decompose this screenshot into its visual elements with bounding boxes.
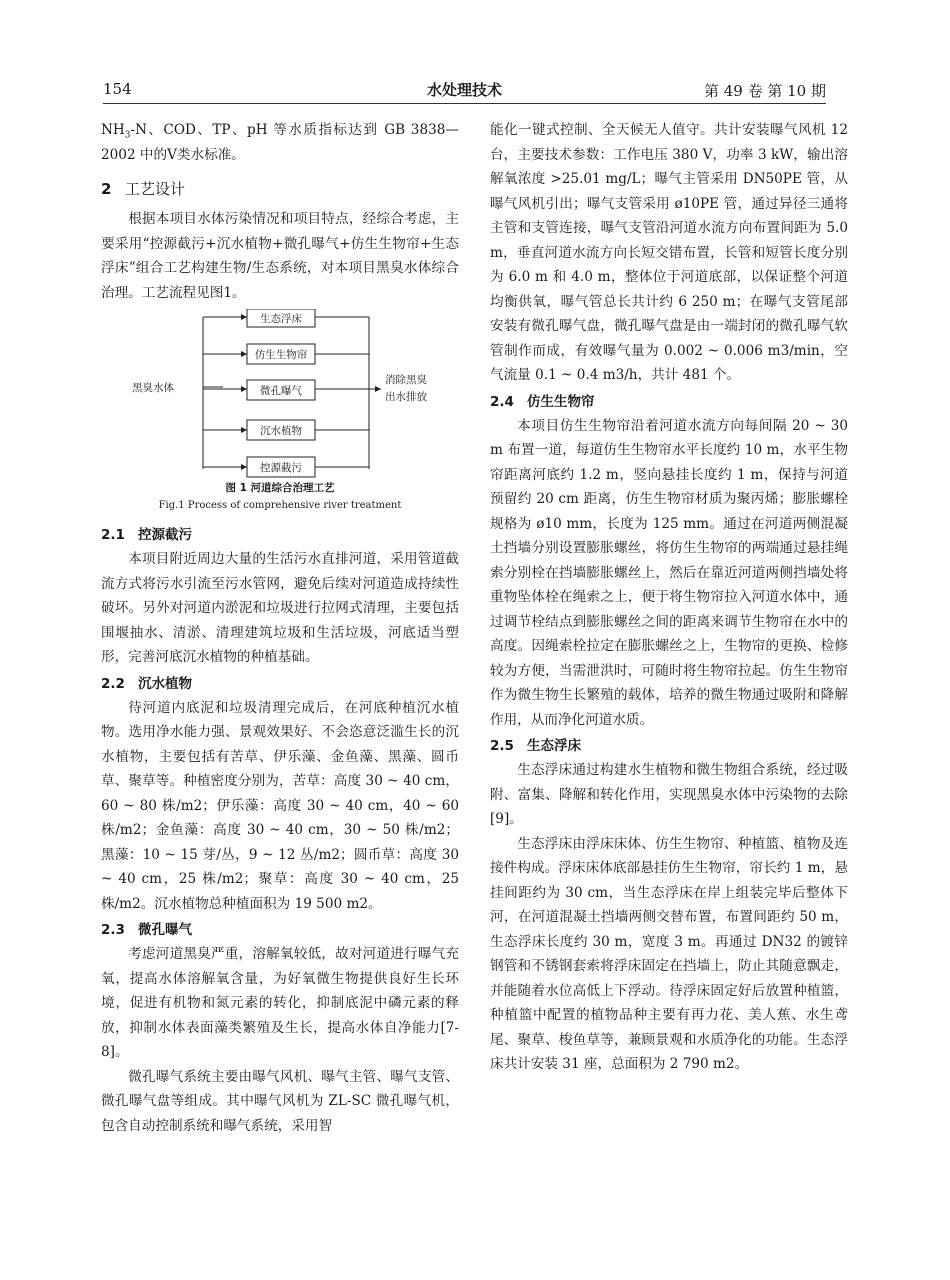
section-2-4-paragraph: 本项目仿生生物帘沿着河道水流方向每间隔 20 ~ 30 m 布置一道，每道仿生生物帘水平长度约 10 m，水平生物帘距离河底约 1.2 m，竖向悬挂长度约 1 m，保持与河道预留约 20 cm 距离，仿生生物帘材质为聚丙烯；膨胀螺栓规格为 ø10 mm，长度为 125 mm。通过在河道两侧混凝土挡墙分别设置膨胀螺丝，将仿生生物帘的两端通过悬挂绳索分别栓在挡墙膨胀螺丝上，然后在靠近河道两侧挡墙处将重物坠体栓在绳索之上，便于将生物帘拉入河道水体中，通过调节栓结点到膨胀螺丝之间的距离来调节生物帘在水中的高度。因绳索栓拉定在膨胀螺丝之上，生物帘的更换、检修较为方便，当需泄洪时，可随时将生物帘拉起。仿生生物帘作为微生物生长繁殖的载体，培养的微生物通过吸附和降解作用，从而净化河道水质。 xyxy=(490,417,848,728)
section-2-paragraph: 根据本项目水体污染情况和项目特点，经综合考虑，主要采用“控源截污+沉水植物+微孔曝气+仿生生物帘+生态浮床”组合工艺构建生物/生态系统，对本项目黑臭水体综合治理。工艺流程见图1。 xyxy=(101,211,459,301)
figure-1 xyxy=(101,309,459,521)
box-label-1: 仿生生物帘 xyxy=(254,349,308,361)
right-column xyxy=(490,118,848,1077)
box-label-0: 生态浮床 xyxy=(260,313,302,325)
section-2-3-heading: 2.3 微孔曝气 xyxy=(101,922,192,938)
page-header xyxy=(103,80,826,104)
box-label-3: 沉水植物 xyxy=(260,425,302,437)
aeration-continued-paragraph: 能化一键式控制、全天候无人值守。共计安装曝气风机 12 台，主要技术参数：工作电压 380 V，功率 3 kW，输出溶解氧浓度 >25.01 mg/L；曝气主管采用 DN50PE 管，从曝气风机引出；曝气支管采用 ø10PE 管，通过异径三通将主管和支管连接，曝气支管沿河道水流方向布置间距为 5.0 m，垂直河道水流方向长短交错布置，长管和短管长度分别为 6.0 m 和 4.0 m，整体位于河道底部，以保证整个河道均衡供氧，曝气管总长共计约 6 250 m；在曝气支管尾部安装有微孔曝气盘，微孔曝气盘是由一端封闭的微孔曝气软管制作而成，有效曝气量为 0.002 ~ 0.006 m3/min，空气流量 0.1 ~ 0.4 m3/h，共计 481 个。 xyxy=(490,122,848,383)
process-flow-diagram xyxy=(101,309,459,481)
page-number: 154 xyxy=(103,80,132,98)
section-2-5-paragraph-2: 生态浮床由浮床床体、仿生生物帘、种植篮、植物及连接件构成。浮床床体底部悬挂仿生生物帘，帘长约 1 m，悬挂间距约为 30 cm，当生态浮床在岸上组装完毕后整体下河，在河道混凝土挡墙两侧交替布置，布置间距约 50 m，生态浮床长度约 30 m，宽度 3 m。再通过 DN32 的镀锌钢管和不锈钢套索将浮床固定在挡墙上，防止其随意飘走，并能随着水位高低上下浮动。待浮床固定好后放置种植篮，种植篮中配置的植物品种主要有再力花、美人蕉、水生鸢尾、聚草、梭鱼草等，兼顾景观和水质净化的功能。生态浮床共计安装 31 座，总面积为 2 790 m2。 xyxy=(490,835,848,1072)
section-2-2-heading: 2.2 沉水植物 xyxy=(101,675,192,692)
section-2-1-heading: 2.1 控源截污 xyxy=(101,527,192,543)
input-label: 黑臭水体 xyxy=(132,382,174,394)
section-2-1-paragraph: 本项目附近周边大量的生活污水直排河道，采用管道截流方式将污水引流至污水管网，避免后续对河道造成持续性破坏。另外对河道内淤泥和垃圾进行拉网式清理，主要包括围堰抽水、清淤、清理建筑垃圾和生活垃圾，河底适当塑形，完善河底沉水植物的种植基础。 xyxy=(101,551,459,665)
left-column xyxy=(101,118,459,1138)
section-2-3-paragraph-1: 考虑河道黑臭严重，溶解氧较低，故对河道进行曝气充氧，提高水体溶解氧含量，为好氧微生物提供良好生长环境，促进有机物和氮元素的转化，抑制底泥中磷元素的释放，抑制水体表面藻类繁殖及生长，提高水体自净能力[7-8]。 xyxy=(101,946,459,1060)
journal-name: 水处理技术 xyxy=(426,81,502,99)
section-2-5-paragraph-1: 生态浮床通过构建水生植物和微生物组合系统，经过吸附、富集、降解和转化作用，实现黑臭水体中污染物的去除[9]。 xyxy=(490,762,848,827)
section-2-2-paragraph: 待河道内底泥和垃圾清理完成后，在河底种植沉水植物。选用净水能力强、景观效果好、不会恣意泛滥生长的沉水植物，主要包括有苦草、伊乐藻、金鱼藻、黑藻、圆币草、聚草等。种植密度分别为，苦草：高度 30 ~ 40 cm，60 ~ 80 株/m2；伊乐藻：高度 30 ~ 40 cm，40 ~ 60 株/m2；金鱼藻：高度 30 ~ 40 cm，30 ~ 50 株/m2；黑藻：10 ~ 15 芽/丛，9 ~ 12 丛/m2；圆币草：高度 30 ~ 40 cm，25 株/m2；聚草：高度 30 ~ 40 cm，25 株/m2。沉水植物总种植面积为 19 500 m2。 xyxy=(101,699,459,912)
issue-info: 第 49 卷 第 10 期 xyxy=(703,82,826,100)
figure-caption-en: Fig.1 Process of comprehensive river treatment xyxy=(158,500,402,511)
figure-caption-cn: 图 1 河道综合治理工艺 xyxy=(225,482,335,494)
output-label-2: 出水排放 xyxy=(385,391,427,403)
output-label-1: 消除黑臭 xyxy=(385,374,427,386)
section-2-3-paragraph-2: 微孔曝气系统主要由曝气风机、曝气主管、曝气支管、微孔曝气盘等组成。其中曝气风机为 ZL-SC 微孔曝气机，包含自动控制系统和曝气系统，采用智 xyxy=(101,1068,459,1134)
section-2-4-heading: 2.4 仿生生物帘 xyxy=(490,393,595,410)
intro-paragraph: $NH_3-N$、COD、TP、pH 等水质指标达到 GB 3838—2002 中的V类水标准。 xyxy=(101,122,459,163)
header-rule xyxy=(103,103,826,104)
box-label-4: 控源截污 xyxy=(260,462,302,474)
section-2-5-heading: 2.5 生态浮床 xyxy=(490,738,581,754)
section-2-heading: 2 工艺设计 xyxy=(101,180,186,198)
box-label-2: 微孔曝气 xyxy=(260,385,302,397)
